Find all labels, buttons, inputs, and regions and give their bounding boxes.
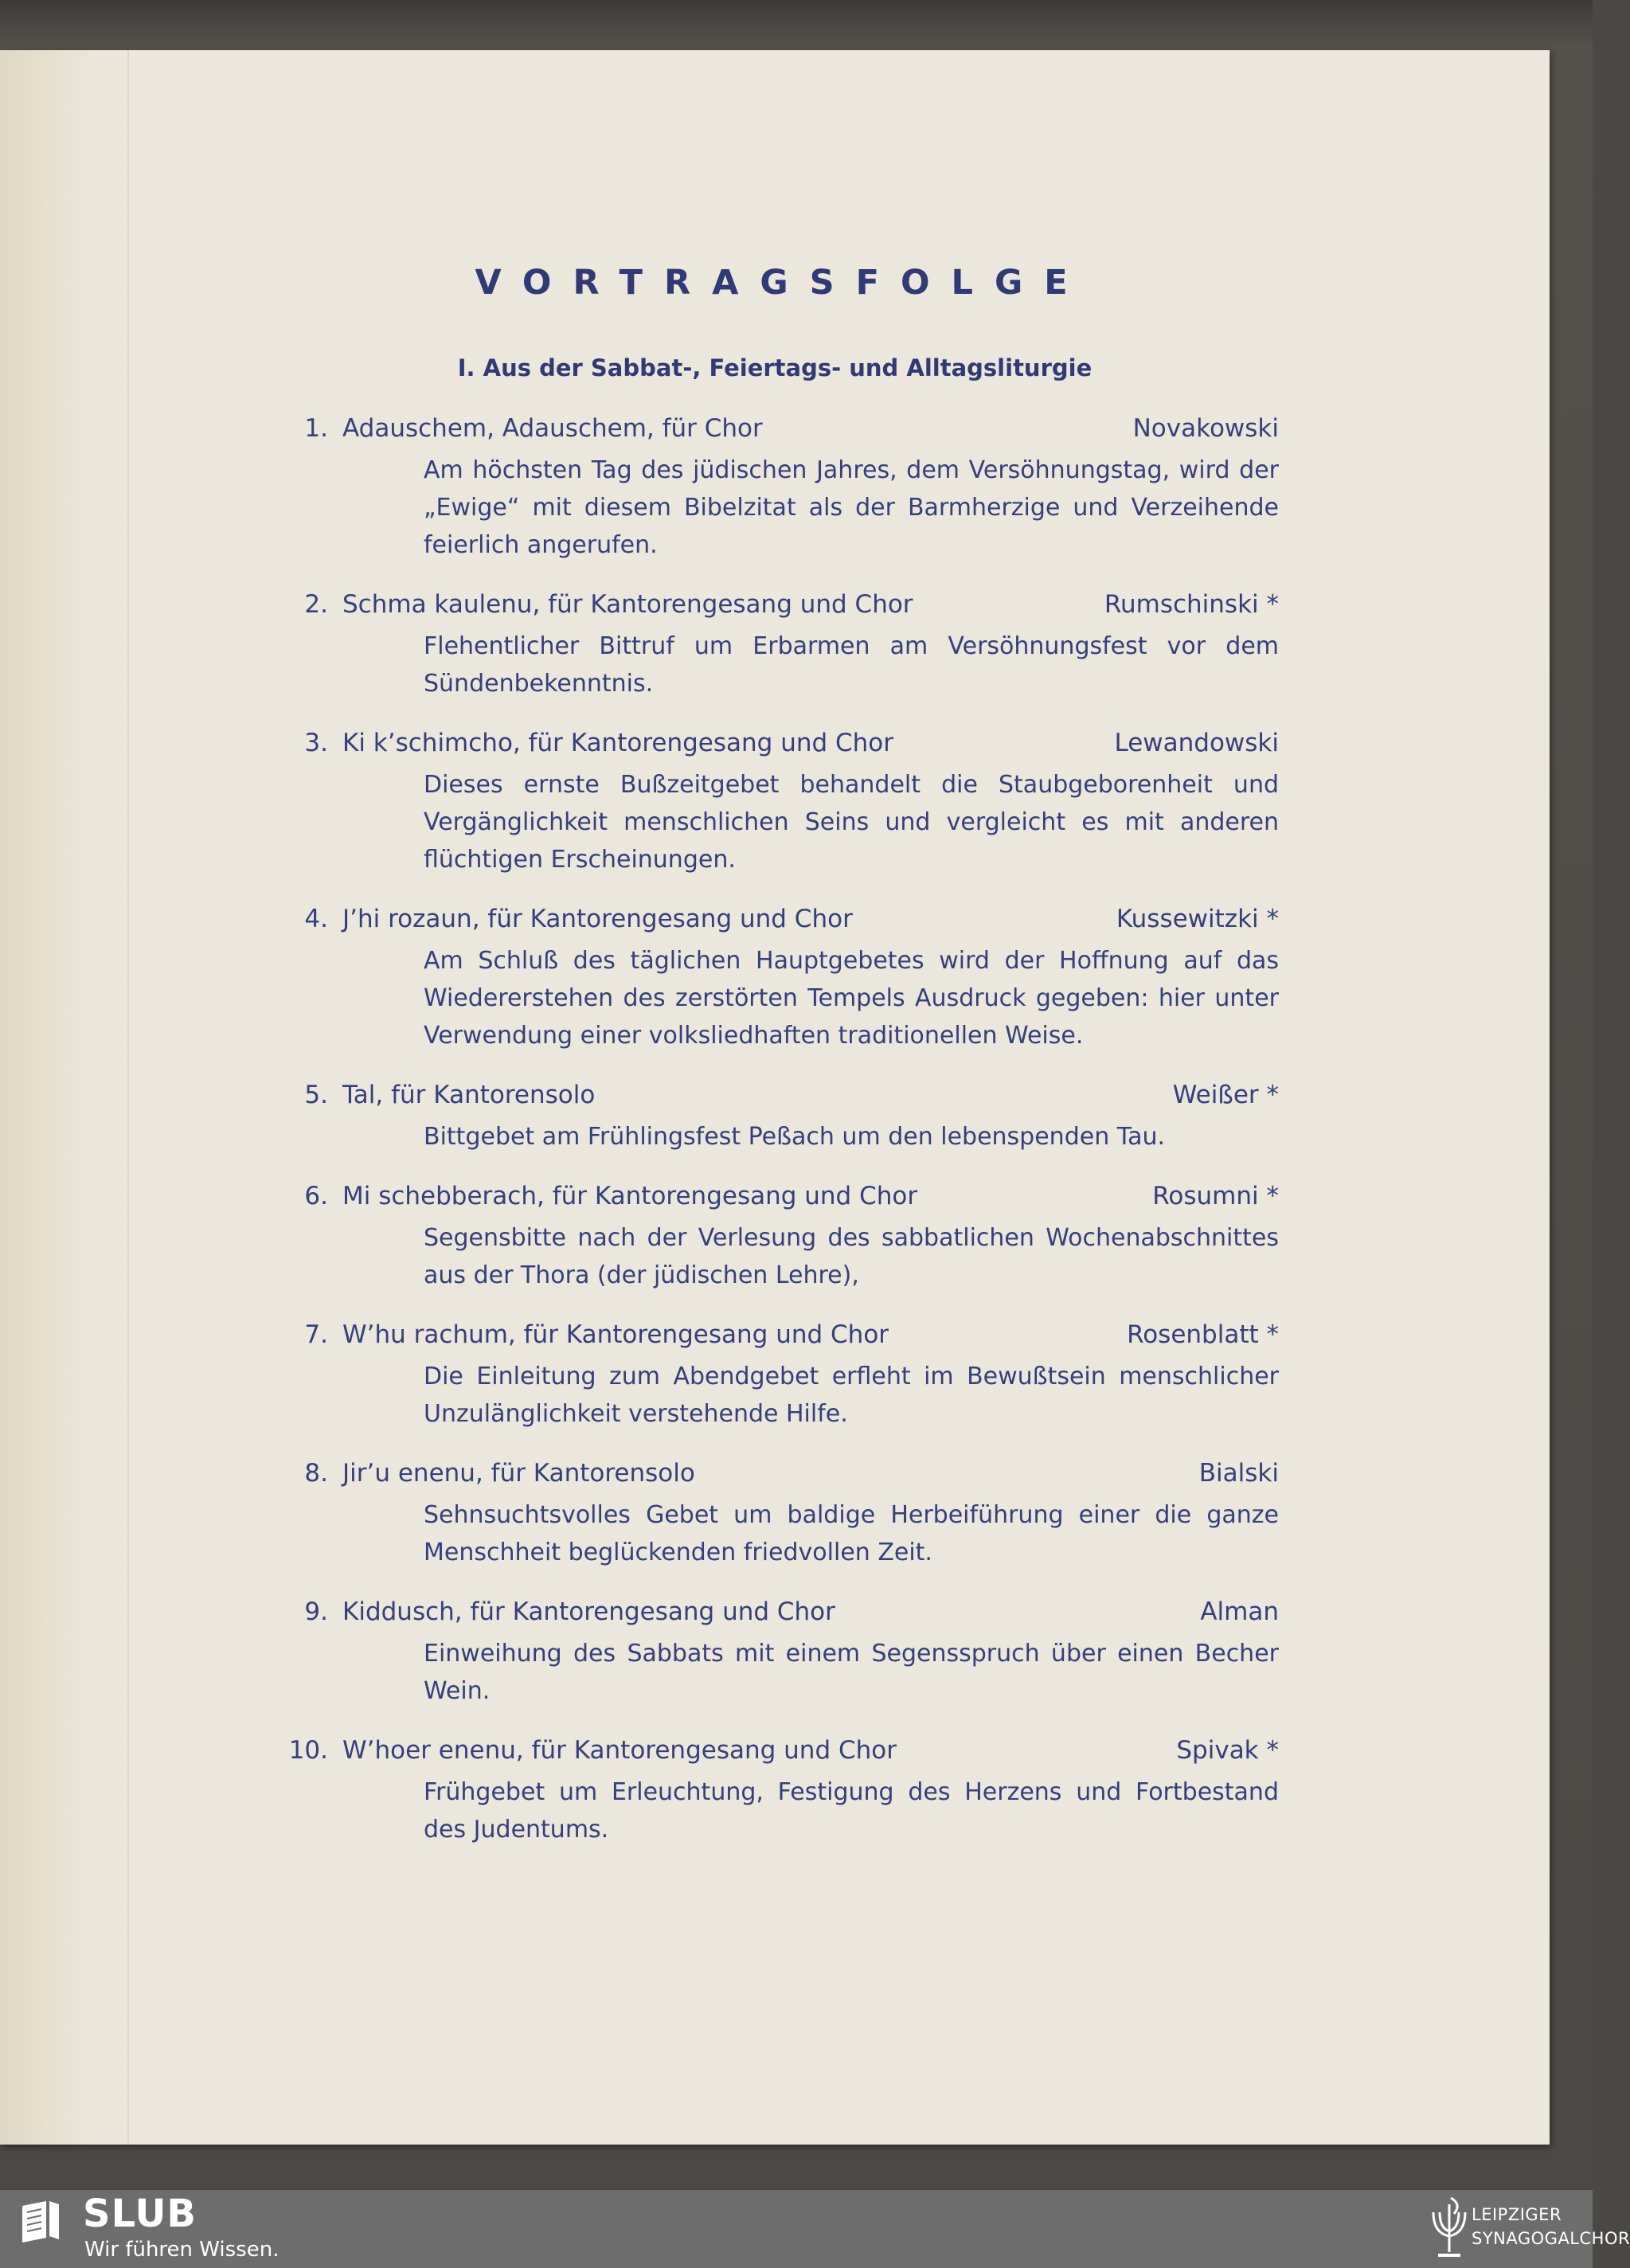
item-number: 10. [288, 1736, 328, 1765]
program-item [0, 725, 1550, 878]
item-title: Mi schebberach, für Kantorengesang und Chor [342, 1182, 918, 1210]
item-number: 5. [304, 1081, 328, 1109]
item-description: Segensbitte nach der Verlesung des sabbatlichen Wochenabschnittes aus der Thora (der jüdischen Lehre), [424, 1224, 1279, 1289]
program-item [0, 586, 1550, 702]
item-composer: Bialski [1198, 1459, 1279, 1488]
item-description: Dieses ernste Bußzeitgebet behandelt die Staubgeborenheit und Vergänglichkeit menschlichen Seins und vergleicht es mit anderen flüchtigen Erscheinungen. [424, 771, 1279, 874]
program-item [0, 901, 1550, 1054]
item-number: 1. [304, 414, 328, 443]
program-item [0, 1178, 1550, 1294]
page-heading: VORTRAGSFOLGE [475, 263, 1089, 303]
item-title: Schma kaulenu, für Kantorengesang und Chor [342, 590, 913, 619]
partner-line-1: LEIPZIGER [1472, 2205, 1562, 2224]
program-item [0, 410, 1550, 564]
item-title: Jir’u enenu, für Kantorensolo [342, 1459, 695, 1488]
item-title: Ki k’schimcho, für Kantorengesang und Chor [342, 729, 894, 757]
program-list [0, 410, 1550, 1848]
logo-tagline: Wir führen Wissen. [84, 2238, 279, 2262]
item-composer: Rosumni * [1152, 1182, 1279, 1210]
book-page-icon[interactable] [19, 2200, 62, 2244]
item-number: 8. [304, 1459, 328, 1488]
program-item [0, 1316, 1550, 1433]
item-composer: Weißer * [1172, 1081, 1279, 1109]
item-title: Kiddusch, für Kantorengesang und Chor [342, 1597, 835, 1626]
item-description: Am höchsten Tag des jüdischen Jahres, dem Versöhnungstag, wird der „Ewige“ mit diesem Bibelzitat als der Barmherzige und Verzeihende feierlich angerufen. [424, 456, 1279, 559]
program-item [0, 1077, 1550, 1156]
item-title: Adauschem, Adauschem, für Chor [342, 414, 763, 443]
section-title: I. Aus der Sabbat-, Feiertags- und Alltagsliturgie [457, 354, 1093, 381]
item-composer: Kussewitzki * [1116, 905, 1279, 933]
item-title: J’hi rozaun, für Kantorengesang und Chor [342, 905, 853, 933]
item-number: 6. [304, 1182, 328, 1210]
item-description: Sehnsuchtsvolles Gebet um baldige Herbeiführung einer die ganze Menschheit beglückenden friedvollen Zeit. [424, 1501, 1279, 1566]
item-description: Bittgebet am Frühlingsfest Peßach um den lebenspenden Tau. [424, 1123, 1166, 1151]
program-item [0, 1732, 1550, 1848]
item-description: Die Einleitung zum Abendgebet erfleht im Bewußtsein menschlicher Unzulänglichkeit verstehende Hilfe. [424, 1363, 1279, 1428]
item-composer: Rumschinski * [1104, 590, 1279, 619]
item-description: Am Schluß des täglichen Hauptgebetes wird der Hoffnung auf das Wiedererstehen des zerstörten Tempels Ausdruck gegeben: hier unter Verwendung einer volksliedhaften traditionellen Weise. [424, 947, 1279, 1050]
partner-line-2: SYNAGOGALCHOR [1472, 2229, 1630, 2248]
item-description: Flehentlicher Bittruf um Erbarmen am Versöhnungsfest vor dem Sündenbekenntnis. [424, 632, 1279, 698]
menorah-icon [1427, 2196, 1472, 2262]
item-description: Einweihung des Sabbats mit einem Segensspruch über einen Becher Wein. [424, 1640, 1279, 1705]
program-item [0, 1455, 1550, 1571]
item-number: 9. [304, 1597, 328, 1626]
footer-bar [0, 2190, 1630, 2268]
partner-name [1472, 2203, 1630, 2250]
item-number: 2. [304, 590, 328, 619]
logo-name[interactable]: SLUB [83, 2192, 197, 2236]
item-title: W’hu rachum, für Kantorengesang und Chor [342, 1320, 889, 1349]
item-number: 4. [304, 905, 328, 933]
item-composer: Lewandowski [1114, 729, 1279, 757]
item-composer: Spivak * [1176, 1736, 1279, 1765]
program-item [0, 1593, 1550, 1710]
item-composer: Novakowski [1132, 414, 1279, 443]
item-title: Tal, für Kantorensolo [342, 1081, 596, 1109]
item-number: 7. [304, 1320, 328, 1349]
item-composer: Alman [1200, 1597, 1279, 1626]
item-composer: Rosenblatt * [1127, 1320, 1279, 1349]
item-title: W’hoer enenu, für Kantorengesang und Chor [342, 1736, 897, 1765]
item-description: Frühgebet um Erleuchtung, Festigung des Herzens und Fortbestand des Judentums. [424, 1778, 1279, 1844]
item-number: 3. [304, 729, 328, 757]
